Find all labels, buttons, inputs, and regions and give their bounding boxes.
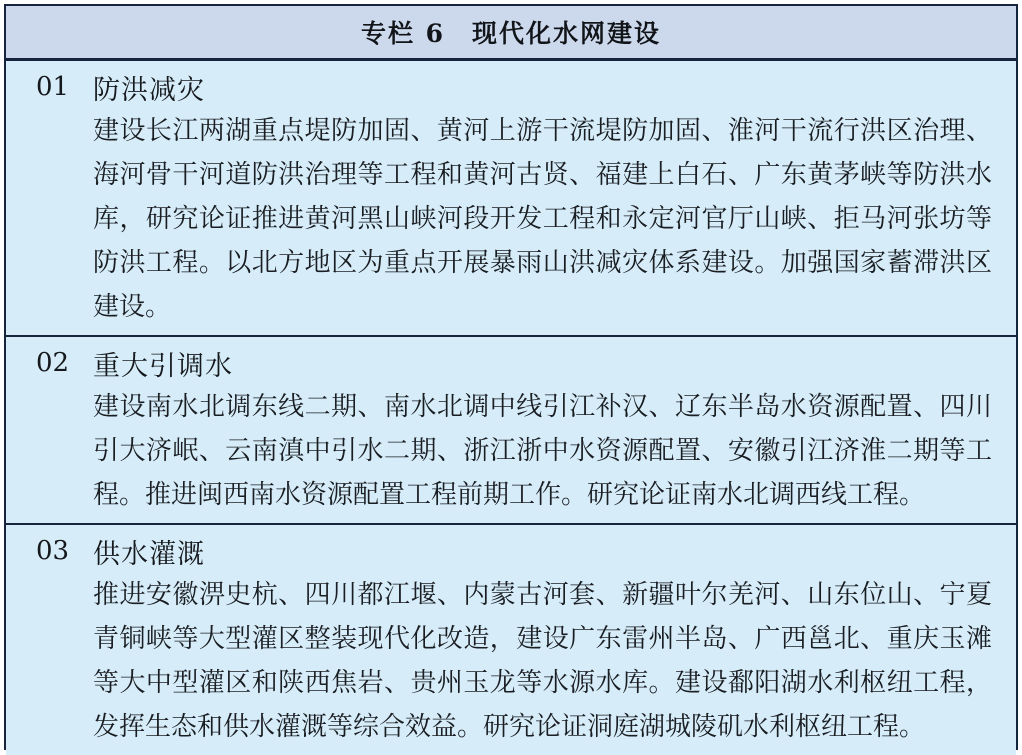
- section-paragraph: 推进安徽淠史杭、四川都江堰、内蒙古河套、新疆叶尔羌河、山东位山、宁夏青铜峡等大型灌区整装现代化改造，建设广东雷州半岛、广西邕北、重庆玉滩等大中型灌区和陕西焦岩、贵州玉龙等水源水库。建设鄱阳湖水利枢纽工程，发挥生态和供水灌溉等综合效益。研究论证洞庭湖城陵矶水利枢纽工程。: [93, 573, 992, 749]
- section-number: 03: [36, 536, 93, 566]
- section-heading: [6, 341, 1016, 385]
- panel-header: [6, 6, 1016, 61]
- section-water-supply-irrigation: [6, 523, 1016, 755]
- section-title: 重大引调水: [93, 344, 233, 383]
- section-paragraph: 建设南水北调东线二期、南水北调中线引江补汉、辽东半岛水资源配置、四川引大济岷、云南滇中引水二期、浙江浙中水资源配置、安徽引江济淮二期等工程。推进闽西南水资源配置工程前期工作。研究论证南水北调西线工程。: [93, 385, 992, 517]
- section-paragraph: 建设长江两湖重点堤防加固、黄河上游干流堤防加固、淮河干流行洪区治理、海河骨干河道防洪治理等工程和黄河古贤、福建上白石、广东黄茅峡等防洪水库，研究论证推进黄河黑山峡河段开发工程和永定河官厅山峡、拒马河张坊等防洪工程。以北方地区为重点开展暴雨山洪减灾体系建设。加强国家蓄滞洪区建设。: [93, 109, 992, 329]
- section-title: 防洪减灾: [93, 68, 205, 107]
- section-water-diversion: [6, 335, 1016, 523]
- section-title: 供水灌溉: [93, 532, 205, 571]
- panel-body: [6, 61, 1016, 755]
- section-flood-control: [6, 61, 1016, 335]
- panel-title: 专栏 6 现代化水网建设: [361, 14, 661, 50]
- section-number: 01: [36, 72, 93, 102]
- info-box-panel: [4, 4, 1018, 750]
- section-heading: [6, 529, 1016, 573]
- section-heading: [6, 65, 1016, 109]
- section-number: 02: [36, 348, 93, 378]
